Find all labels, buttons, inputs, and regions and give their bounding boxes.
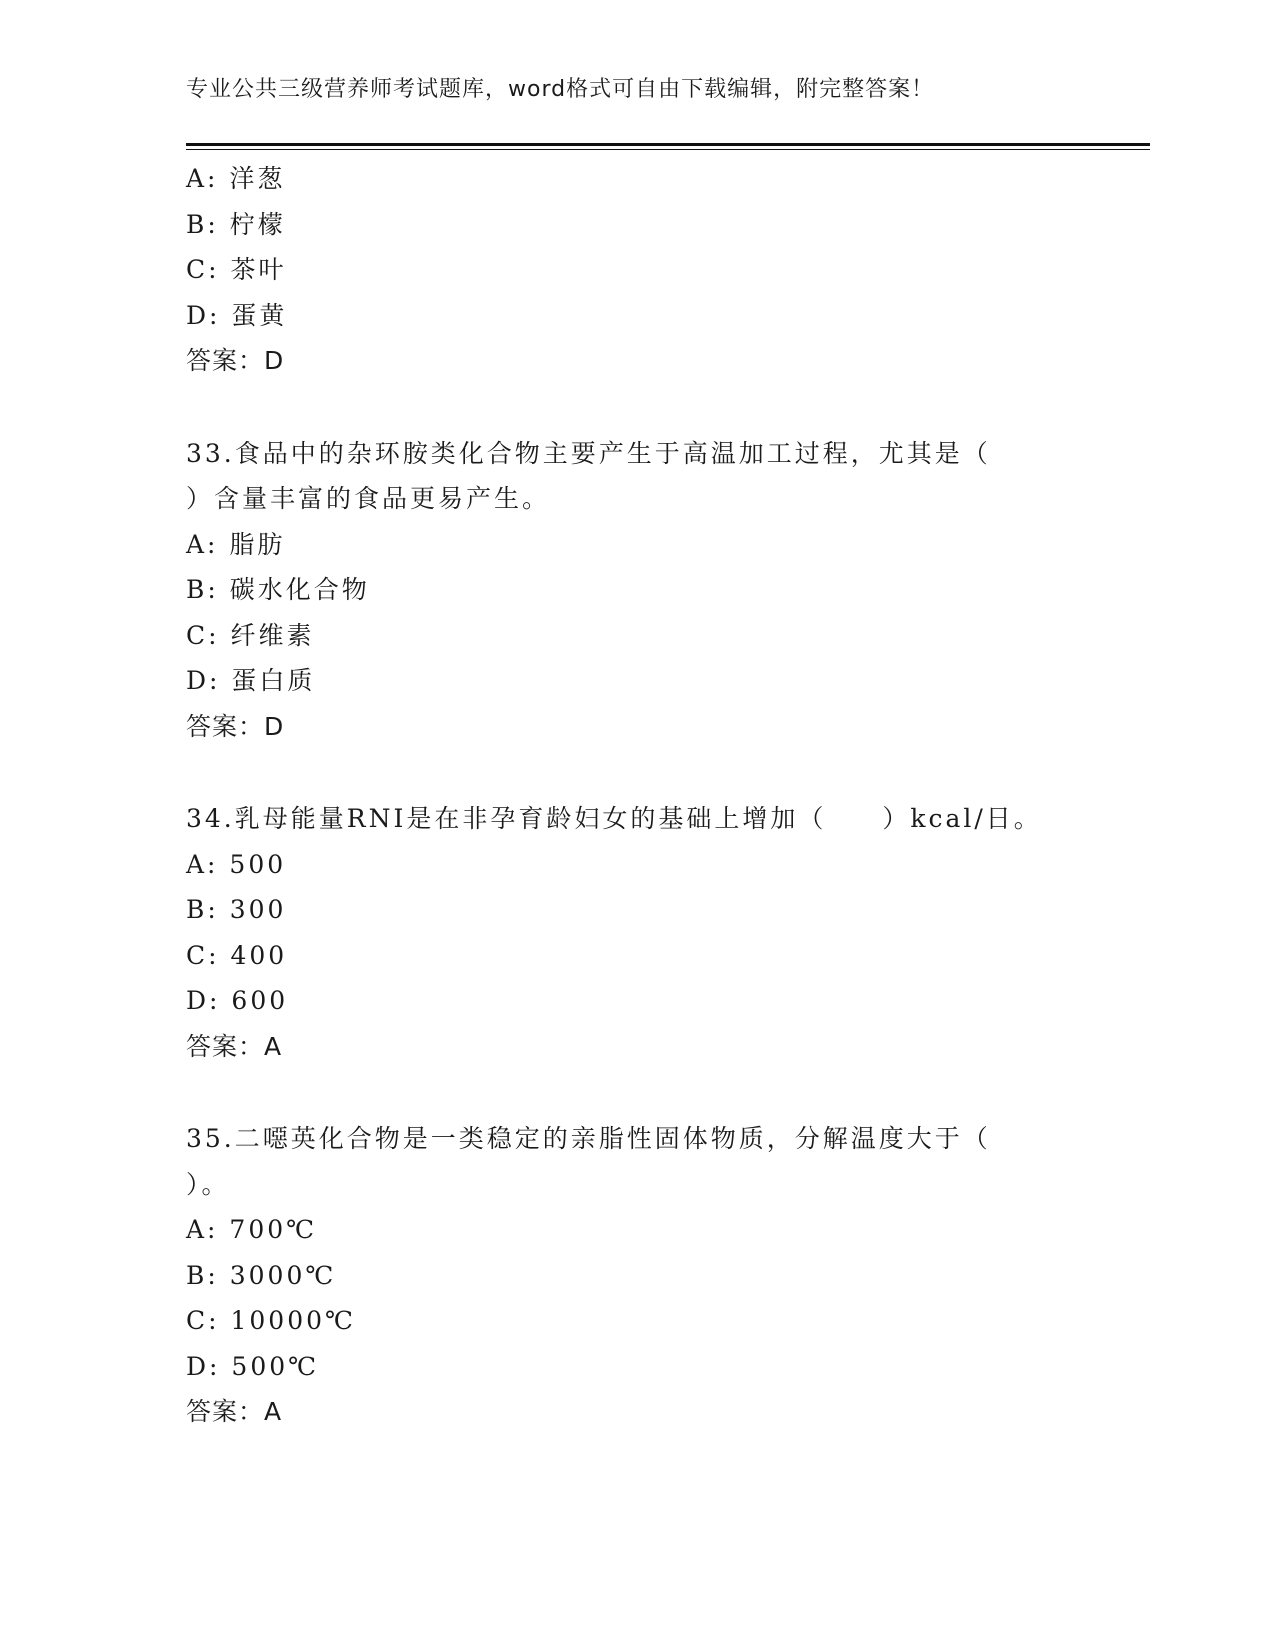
question-33 [186,431,1150,750]
option-a: A: 500 [186,849,287,879]
option-d: D: 600 [186,986,289,1015]
page-header: 专业公共三级营养师考试题库，word格式可自由下载编辑，附完整答案！ [186,77,935,102]
option-c: C: 400 [186,940,288,970]
option-b: B: 3000℃ [186,1260,337,1290]
question-text-continued: ）。 [186,1169,230,1199]
question-35 [186,1116,1150,1435]
option-d: D: 蛋黄 [186,300,288,330]
header-rule-thick [186,143,1150,146]
answer-line: 答案：D [186,346,285,375]
question-content [186,156,1150,1435]
option-b: B: 300 [186,895,287,924]
answer-line: 答案：D [186,711,285,741]
option-c: C: 10000℃ [186,1306,356,1335]
answer-line: 答案：A [186,1031,283,1061]
option-b: B: 碳水化合物 [186,575,370,604]
question-text-continued: ）含量丰富的食品更易产生。 [186,484,551,513]
question-text: 35.二噁英化合物是一类稳定的亲脂性固体物质，分解温度大于（ [186,1124,991,1153]
header-rule-thin [186,149,1150,150]
question-text: 33.食品中的杂环胺类化合物主要产生于高温加工过程，尤其是（ [186,438,991,468]
option-c: C: 纤维素 [186,620,315,650]
option-d: D: 蛋白质 [186,666,316,695]
option-b: B: 柠檬 [186,209,286,239]
option-a: A: 700℃ [186,1215,318,1244]
option-a: A: 脂肪 [186,529,286,559]
option-c: C: 茶叶 [186,255,287,284]
question-32-continued [186,156,1150,384]
question-text: 34.乳母能量RNI是在非孕育龄妇女的基础上增加（ ）kcal/日。 [186,804,1042,833]
option-a: A: 洋葱 [186,164,286,193]
question-34 [186,796,1150,1069]
answer-line: 答案：A [186,1397,283,1426]
option-d: D: 500℃ [186,1351,320,1381]
